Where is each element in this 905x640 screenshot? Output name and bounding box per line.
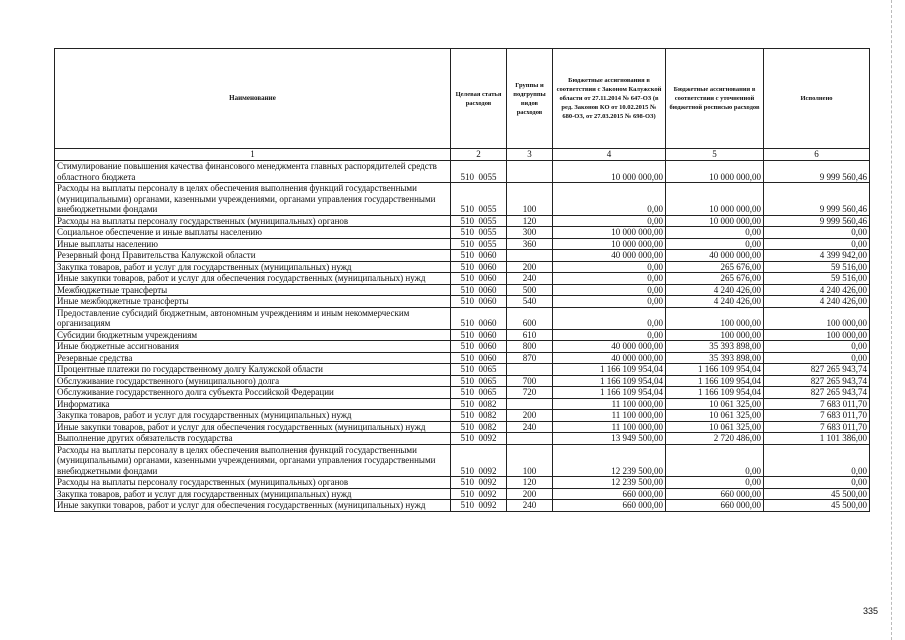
row-group-code bbox=[507, 398, 553, 410]
row-executed: 1 101 386,00 bbox=[764, 433, 870, 445]
row-budget-refined: 2 720 486,00 bbox=[666, 433, 764, 445]
row-executed: 9 999 560,46 bbox=[764, 161, 870, 183]
row-name: Обслуживание государственного долга субъекта Российской Федерации bbox=[55, 387, 451, 399]
row-group-code: 120 bbox=[507, 215, 553, 227]
row-budget-law: 0,00 bbox=[553, 296, 666, 308]
row-name: Процентные платежи по государственному долгу Калужской области bbox=[55, 364, 451, 376]
row-target-code: 510 0092 bbox=[451, 477, 507, 489]
row-budget-law: 660 000,00 bbox=[553, 500, 666, 512]
row-budget-law: 10 000 000,00 bbox=[553, 238, 666, 250]
row-target-code: 510 0092 bbox=[451, 488, 507, 500]
row-budget-law: 0,00 bbox=[553, 215, 666, 227]
row-group-code: 300 bbox=[507, 227, 553, 239]
row-target-code: 510 0092 bbox=[451, 500, 507, 512]
row-group-code: 100 bbox=[507, 444, 553, 477]
table-row bbox=[55, 398, 870, 410]
row-budget-refined: 10 061 325,00 bbox=[666, 410, 764, 422]
table-row bbox=[55, 500, 870, 512]
row-name: Стимулирование повышения качества финансового менеджмента главных распорядителей средств областного бюджета bbox=[55, 161, 451, 183]
row-executed: 59 516,00 bbox=[764, 261, 870, 273]
row-budget-refined: 4 240 426,00 bbox=[666, 284, 764, 296]
row-name: Иные закупки товаров, работ и услуг для обеспечения государственных (муниципальных) нужд bbox=[55, 500, 451, 512]
row-group-code bbox=[507, 161, 553, 183]
table-row bbox=[55, 307, 870, 329]
column-number: 4 bbox=[553, 149, 666, 161]
page-edge-divider bbox=[891, 0, 892, 640]
row-budget-refined: 1 166 109 954,04 bbox=[666, 387, 764, 399]
row-target-code: 510 0082 bbox=[451, 398, 507, 410]
row-executed: 4 240 426,00 bbox=[764, 284, 870, 296]
row-budget-refined: 660 000,00 bbox=[666, 500, 764, 512]
row-group-code: 360 bbox=[507, 238, 553, 250]
row-name: Иные закупки товаров, работ и услуг для обеспечения государственных (муниципальных) нужд bbox=[55, 273, 451, 285]
row-target-code: 510 0055 bbox=[451, 227, 507, 239]
row-target-code: 510 0065 bbox=[451, 375, 507, 387]
row-target-code: 510 0060 bbox=[451, 352, 507, 364]
row-name: Предоставление субсидий бюджетным, автономным учреждениям и иным некоммерческим организациям bbox=[55, 307, 451, 329]
row-target-code: 510 0060 bbox=[451, 296, 507, 308]
header-name: Наименование bbox=[55, 49, 451, 149]
row-name: Выполнение других обязательств государства bbox=[55, 433, 451, 445]
table-row bbox=[55, 387, 870, 399]
row-budget-refined: 35 393 898,00 bbox=[666, 352, 764, 364]
row-group-code: 870 bbox=[507, 352, 553, 364]
row-name: Иные бюджетные ассигнования bbox=[55, 341, 451, 353]
row-name: Расходы на выплаты персоналу в целях обеспечения выполнения функций государственными (муниципальными) органами, казенными учреждениями, органами управления государственными внебюджетными фондами bbox=[55, 183, 451, 216]
row-executed: 7 683 011,70 bbox=[764, 421, 870, 433]
row-executed: 0,00 bbox=[764, 238, 870, 250]
row-name: Расходы на выплаты персоналу в целях обеспечения выполнения функций государственными (муниципальными) органами, казенными учреждениями, органами управления государственными внебюджетными фондами bbox=[55, 444, 451, 477]
row-executed: 0,00 bbox=[764, 227, 870, 239]
row-executed: 9 999 560,46 bbox=[764, 183, 870, 216]
row-executed: 0,00 bbox=[764, 477, 870, 489]
table-row bbox=[55, 488, 870, 500]
row-budget-refined: 0,00 bbox=[666, 238, 764, 250]
table-row bbox=[55, 375, 870, 387]
row-executed: 827 265 943,74 bbox=[764, 375, 870, 387]
row-budget-refined: 40 000 000,00 bbox=[666, 250, 764, 262]
row-executed: 0,00 bbox=[764, 341, 870, 353]
row-budget-law: 0,00 bbox=[553, 307, 666, 329]
row-budget-law: 11 100 000,00 bbox=[553, 410, 666, 422]
row-name: Иные межбюджетные трансферты bbox=[55, 296, 451, 308]
row-budget-law: 0,00 bbox=[553, 183, 666, 216]
table-header-row bbox=[55, 49, 870, 149]
row-budget-law: 0,00 bbox=[553, 261, 666, 273]
column-number: 1 bbox=[55, 149, 451, 161]
row-name: Информатика bbox=[55, 398, 451, 410]
row-budget-law: 11 100 000,00 bbox=[553, 421, 666, 433]
row-group-code: 100 bbox=[507, 183, 553, 216]
table-row bbox=[55, 410, 870, 422]
row-budget-law: 0,00 bbox=[553, 284, 666, 296]
row-budget-law: 11 100 000,00 bbox=[553, 398, 666, 410]
row-budget-law: 10 000 000,00 bbox=[553, 227, 666, 239]
row-target-code: 510 0092 bbox=[451, 444, 507, 477]
row-budget-refined: 1 166 109 954,04 bbox=[666, 364, 764, 376]
row-budget-law: 13 949 500,00 bbox=[553, 433, 666, 445]
row-target-code: 510 0065 bbox=[451, 364, 507, 376]
column-number: 3 bbox=[507, 149, 553, 161]
row-group-code: 700 bbox=[507, 375, 553, 387]
column-number: 5 bbox=[666, 149, 764, 161]
table-row bbox=[55, 215, 870, 227]
row-budget-refined: 265 676,00 bbox=[666, 261, 764, 273]
row-target-code: 510 0060 bbox=[451, 284, 507, 296]
row-name: Закупка товаров, работ и услуг для государственных (муниципальных) нужд bbox=[55, 410, 451, 422]
table-row bbox=[55, 341, 870, 353]
row-target-code: 510 0055 bbox=[451, 238, 507, 250]
row-budget-refined: 4 240 426,00 bbox=[666, 296, 764, 308]
row-target-code: 510 0055 bbox=[451, 215, 507, 227]
row-group-code: 500 bbox=[507, 284, 553, 296]
row-name: Межбюджетные трансферты bbox=[55, 284, 451, 296]
row-budget-refined: 0,00 bbox=[666, 477, 764, 489]
table-row bbox=[55, 364, 870, 376]
header-target: Целевая статья расходов bbox=[451, 49, 507, 149]
row-budget-law: 40 000 000,00 bbox=[553, 341, 666, 353]
row-budget-law: 0,00 bbox=[553, 329, 666, 341]
row-budget-refined: 100 000,00 bbox=[666, 329, 764, 341]
row-budget-law: 660 000,00 bbox=[553, 488, 666, 500]
header-executed: Исполнено bbox=[764, 49, 870, 149]
row-name: Обслуживание государственного (муниципального) долга bbox=[55, 375, 451, 387]
table-row bbox=[55, 227, 870, 239]
row-target-code: 510 0055 bbox=[451, 161, 507, 183]
row-group-code: 200 bbox=[507, 410, 553, 422]
row-budget-refined: 0,00 bbox=[666, 444, 764, 477]
row-target-code: 510 0060 bbox=[451, 329, 507, 341]
row-budget-law: 0,00 bbox=[553, 273, 666, 285]
row-budget-law: 1 166 109 954,04 bbox=[553, 375, 666, 387]
row-target-code: 510 0082 bbox=[451, 410, 507, 422]
table-row bbox=[55, 261, 870, 273]
table-row bbox=[55, 273, 870, 285]
row-budget-law: 1 166 109 954,04 bbox=[553, 387, 666, 399]
row-executed: 4 240 426,00 bbox=[764, 296, 870, 308]
row-name: Резервные средства bbox=[55, 352, 451, 364]
table-row bbox=[55, 477, 870, 489]
row-executed: 100 000,00 bbox=[764, 307, 870, 329]
row-group-code: 240 bbox=[507, 421, 553, 433]
row-budget-refined: 10 061 325,00 bbox=[666, 398, 764, 410]
table-row bbox=[55, 296, 870, 308]
row-name: Расходы на выплаты персоналу государственных (муниципальных) органов bbox=[55, 215, 451, 227]
column-number: 2 bbox=[451, 149, 507, 161]
row-budget-refined: 10 000 000,00 bbox=[666, 215, 764, 227]
row-target-code: 510 0060 bbox=[451, 273, 507, 285]
row-budget-law: 10 000 000,00 bbox=[553, 161, 666, 183]
row-name: Социальное обеспечение и иные выплаты населению bbox=[55, 227, 451, 239]
column-number: 6 bbox=[764, 149, 870, 161]
row-budget-refined: 1 166 109 954,04 bbox=[666, 375, 764, 387]
row-name: Закупка товаров, работ и услуг для государственных (муниципальных) нужд bbox=[55, 261, 451, 273]
row-target-code: 510 0060 bbox=[451, 250, 507, 262]
row-executed: 827 265 943,74 bbox=[764, 387, 870, 399]
row-group-code bbox=[507, 433, 553, 445]
row-name: Закупка товаров, работ и услуг для государственных (муниципальных) нужд bbox=[55, 488, 451, 500]
row-name: Иные закупки товаров, работ и услуг для обеспечения государственных (муниципальных) нужд bbox=[55, 421, 451, 433]
table-row bbox=[55, 284, 870, 296]
row-target-code: 510 0060 bbox=[451, 341, 507, 353]
row-executed: 7 683 011,70 bbox=[764, 398, 870, 410]
row-executed: 59 516,00 bbox=[764, 273, 870, 285]
row-group-code: 240 bbox=[507, 273, 553, 285]
row-group-code: 200 bbox=[507, 261, 553, 273]
table-row bbox=[55, 444, 870, 477]
row-executed: 45 500,00 bbox=[764, 488, 870, 500]
row-executed: 4 399 942,00 bbox=[764, 250, 870, 262]
row-budget-refined: 265 676,00 bbox=[666, 273, 764, 285]
row-budget-refined: 0,00 bbox=[666, 227, 764, 239]
row-budget-law: 1 166 109 954,04 bbox=[553, 364, 666, 376]
row-target-code: 510 0055 bbox=[451, 183, 507, 216]
row-executed: 0,00 bbox=[764, 444, 870, 477]
table-row bbox=[55, 161, 870, 183]
table-row bbox=[55, 421, 870, 433]
row-group-code: 610 bbox=[507, 329, 553, 341]
row-budget-law: 40 000 000,00 bbox=[553, 352, 666, 364]
row-group-code: 200 bbox=[507, 488, 553, 500]
row-target-code: 510 0060 bbox=[451, 261, 507, 273]
row-budget-refined: 10 061 325,00 bbox=[666, 421, 764, 433]
row-name: Иные выплаты населению bbox=[55, 238, 451, 250]
row-budget-refined: 10 000 000,00 bbox=[666, 183, 764, 216]
row-executed: 45 500,00 bbox=[764, 500, 870, 512]
row-group-code bbox=[507, 364, 553, 376]
row-group-code bbox=[507, 250, 553, 262]
table-row bbox=[55, 329, 870, 341]
row-executed: 827 265 943,74 bbox=[764, 364, 870, 376]
row-target-code: 510 0065 bbox=[451, 387, 507, 399]
row-name: Резервный фонд Правительства Калужской области bbox=[55, 250, 451, 262]
row-executed: 7 683 011,70 bbox=[764, 410, 870, 422]
row-group-code: 600 bbox=[507, 307, 553, 329]
row-budget-refined: 35 393 898,00 bbox=[666, 341, 764, 353]
row-budget-law: 12 239 500,00 bbox=[553, 444, 666, 477]
row-budget-law: 12 239 500,00 bbox=[553, 477, 666, 489]
row-group-code: 240 bbox=[507, 500, 553, 512]
table-row bbox=[55, 183, 870, 216]
table-row bbox=[55, 250, 870, 262]
table-row bbox=[55, 352, 870, 364]
budget-table bbox=[54, 48, 870, 512]
row-budget-refined: 660 000,00 bbox=[666, 488, 764, 500]
row-name: Расходы на выплаты персоналу государственных (муниципальных) органов bbox=[55, 477, 451, 489]
header-groups: Группы и подгруппы видов расходов bbox=[507, 49, 553, 149]
row-budget-refined: 100 000,00 bbox=[666, 307, 764, 329]
row-executed: 100 000,00 bbox=[764, 329, 870, 341]
table-row bbox=[55, 238, 870, 250]
row-target-code: 510 0082 bbox=[451, 421, 507, 433]
header-budget-law: Бюджетные ассигнования в соответствии с Законом Калужской области от 27.11.2014 № 647-ОЗ (в ред. Законов КО от 10.02.2015 № 680-ОЗ, от 27.03.2015 № 698-ОЗ) bbox=[553, 49, 666, 149]
row-group-code: 720 bbox=[507, 387, 553, 399]
row-budget-refined: 10 000 000,00 bbox=[666, 161, 764, 183]
row-name: Субсидии бюджетным учреждениям bbox=[55, 329, 451, 341]
row-executed: 0,00 bbox=[764, 352, 870, 364]
column-number-row bbox=[55, 149, 870, 161]
row-group-code: 120 bbox=[507, 477, 553, 489]
table-row bbox=[55, 433, 870, 445]
row-group-code: 800 bbox=[507, 341, 553, 353]
row-target-code: 510 0060 bbox=[451, 307, 507, 329]
row-target-code: 510 0092 bbox=[451, 433, 507, 445]
header-budget-refined: Бюджетные ассигнования в соответствии с уточненной бюджетной росписью расходов bbox=[666, 49, 764, 149]
row-executed: 9 999 560,46 bbox=[764, 215, 870, 227]
row-group-code: 540 bbox=[507, 296, 553, 308]
row-budget-law: 40 000 000,00 bbox=[553, 250, 666, 262]
page-number: 335 bbox=[863, 606, 879, 616]
